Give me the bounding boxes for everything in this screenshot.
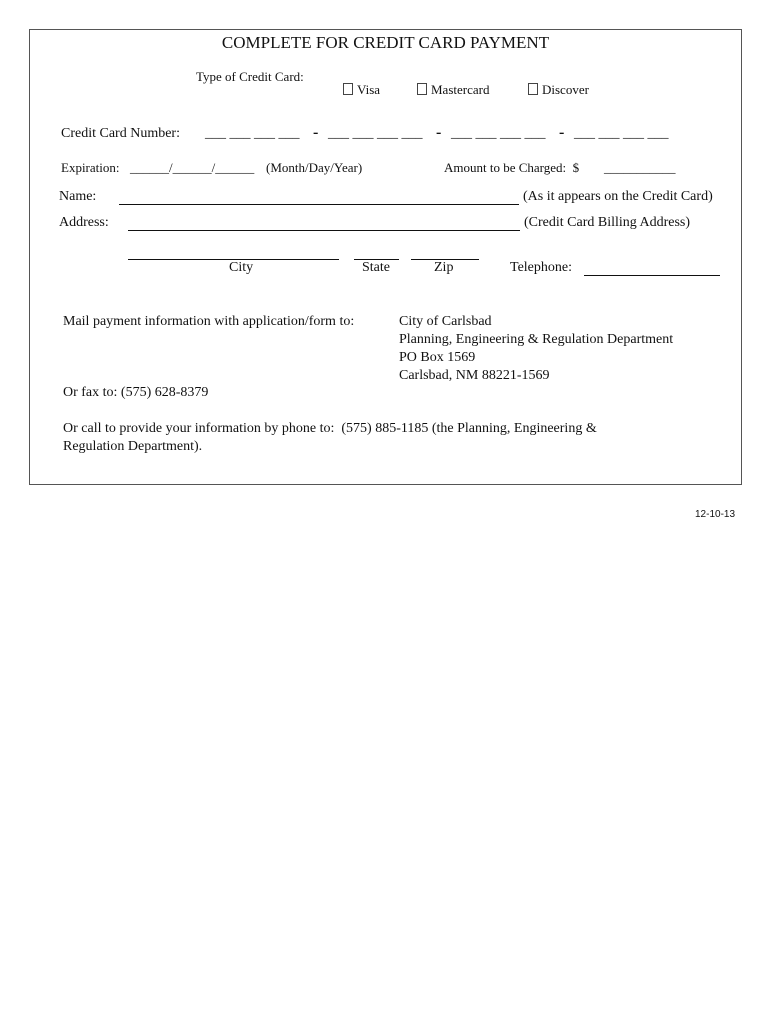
mail-address-line-4: Carlsbad, NM 88221-1569 (399, 368, 550, 383)
address-note: (Credit Card Billing Address) (524, 215, 691, 230)
form-title: COMPLETE FOR CREDIT CARD PAYMENT (221, 33, 550, 52)
discover-label: Discover (542, 82, 589, 97)
address-label: Address: (59, 215, 109, 230)
card-number-label: Credit Card Number: (61, 126, 180, 141)
amount-field[interactable]: ___________ (604, 160, 676, 175)
city-label: City (229, 260, 254, 275)
address-field[interactable] (128, 230, 520, 231)
visa-option[interactable] (330, 70, 380, 109)
card-number-group-1[interactable]: ___ ___ ___ ___ (205, 126, 300, 141)
mail-instruction: Mail payment information with application/form to: (63, 314, 355, 329)
zip-label: Zip (434, 260, 454, 275)
fax-info: Or fax to: (575) 628-8379 (63, 385, 209, 400)
card-number-separator-2: - (436, 124, 442, 141)
card-number-group-3[interactable]: ___ ___ ___ ___ (451, 126, 546, 141)
form-revision-code: 12-10-13 (695, 509, 736, 520)
mail-address-line-3: PO Box 1569 (399, 350, 476, 365)
name-label: Name: (59, 189, 97, 204)
amount-label: Amount to be Charged: $ (444, 160, 580, 175)
state-label: State (362, 260, 390, 275)
expiration-format-hint: (Month/Day/Year) (266, 160, 363, 175)
expiration-field[interactable]: ______/______/______ (130, 160, 255, 175)
mastercard-checkbox[interactable] (417, 83, 427, 95)
visa-checkbox[interactable] (343, 83, 353, 95)
phone-info-line-2: Regulation Department). (63, 439, 203, 454)
mastercard-label: Mastercard (431, 82, 490, 97)
card-number-group-2[interactable]: ___ ___ ___ ___ (328, 126, 423, 141)
name-field[interactable] (119, 204, 519, 205)
phone-info-line-1: Or call to provide your information by phone to: (575) 885-1185 (the Planning, Engineering & (63, 421, 597, 436)
expiration-label: Expiration: (61, 160, 120, 175)
mail-address-line-1: City of Carlsbad (399, 314, 492, 329)
discover-checkbox[interactable] (528, 83, 538, 95)
card-number-separator-3: - (559, 124, 565, 141)
mastercard-option[interactable] (404, 70, 489, 109)
discover-option[interactable] (515, 70, 589, 109)
telephone-field[interactable] (584, 275, 720, 276)
visa-label: Visa (357, 82, 381, 97)
mail-address-line-2: Planning, Engineering & Regulation Department (399, 332, 674, 347)
telephone-label: Telephone: (510, 260, 572, 275)
card-type-label: Type of Credit Card: (196, 69, 304, 84)
card-number-separator-1: - (313, 124, 319, 141)
credit-card-payment-form (29, 29, 742, 485)
card-number-group-4[interactable]: ___ ___ ___ ___ (574, 126, 669, 141)
name-note: (As it appears on the Credit Card) (523, 189, 713, 204)
